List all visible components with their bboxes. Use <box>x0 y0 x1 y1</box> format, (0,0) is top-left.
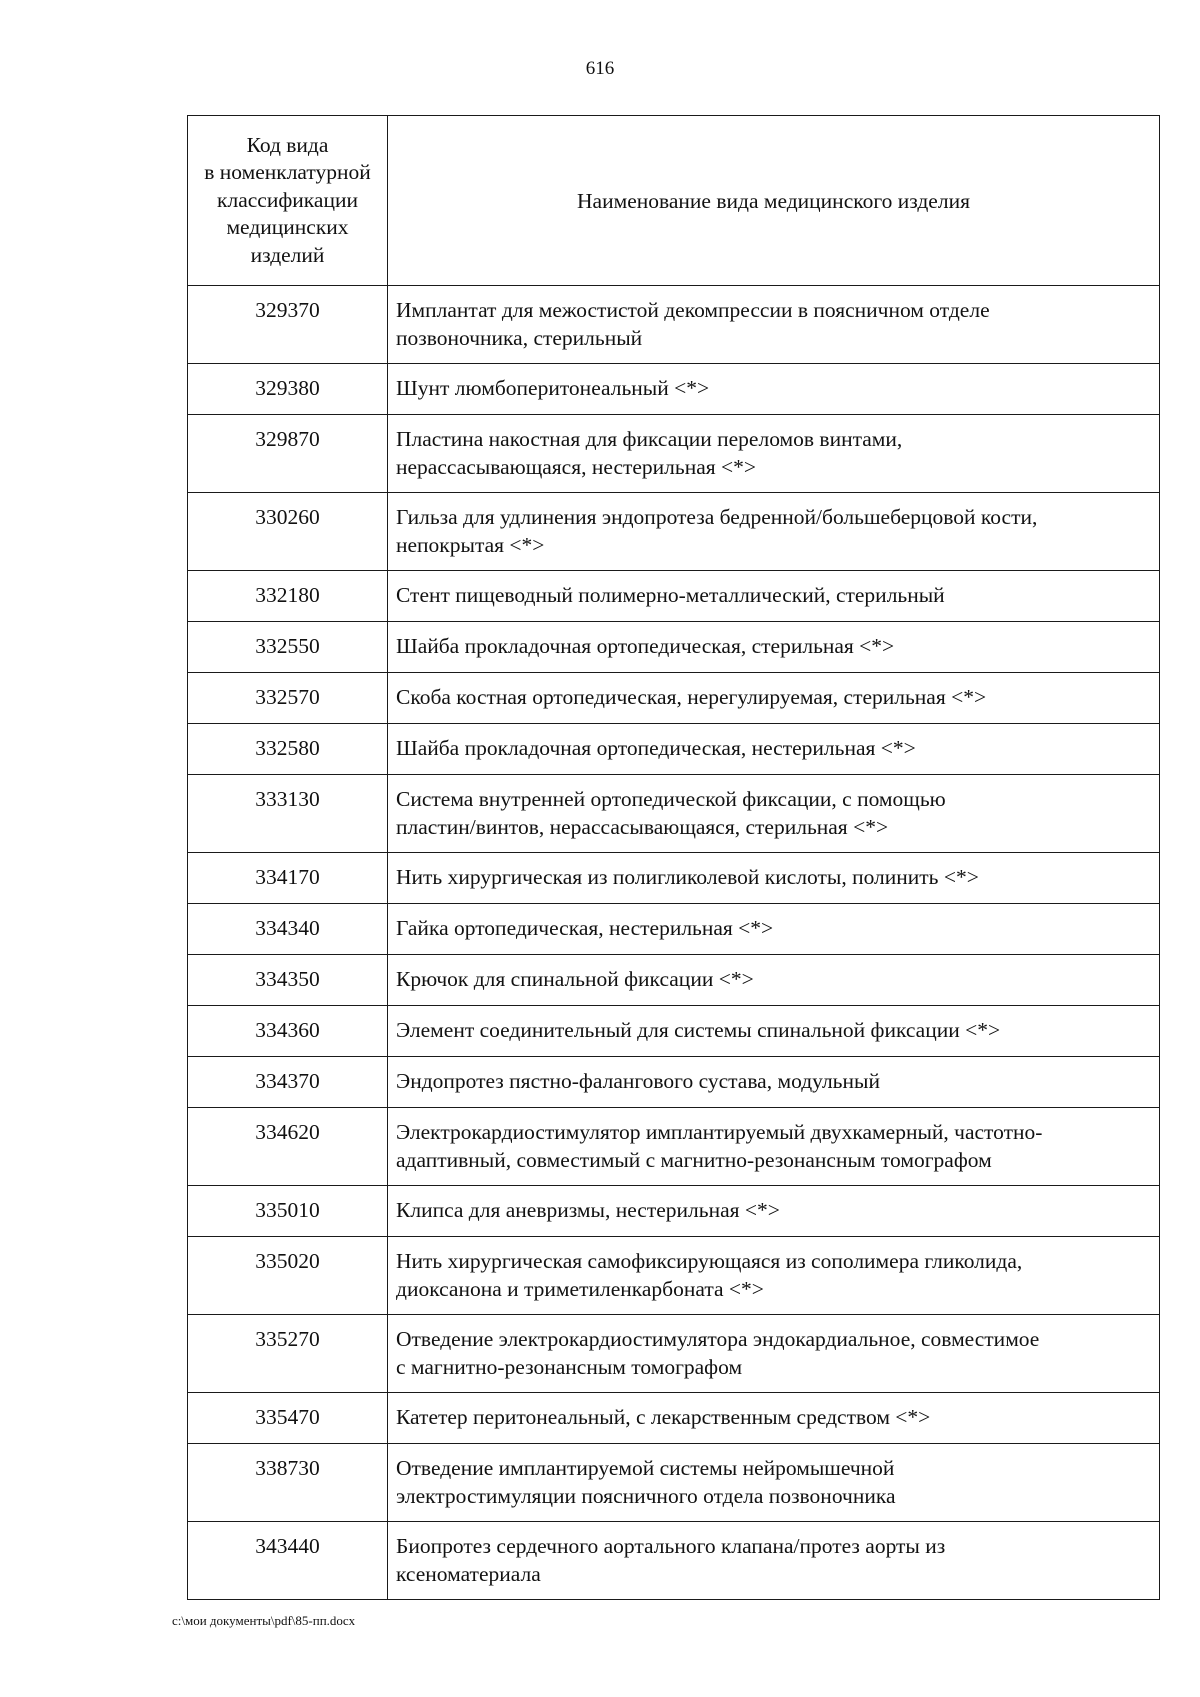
device-name-line: Нить хирургическая самофиксирующаяся из сополимера гликолида, <box>396 1249 1023 1273</box>
table-row <box>188 1522 1160 1600</box>
device-name-line: Эндопротез пястно-фалангового сустава, модульный <box>396 1069 880 1093</box>
device-name <box>388 673 1160 724</box>
device-name <box>388 493 1160 571</box>
table-row <box>188 853 1160 904</box>
table-row <box>188 1237 1160 1315</box>
table-row <box>188 775 1160 853</box>
table-row <box>188 571 1160 622</box>
device-name <box>388 622 1160 673</box>
device-code: 334340 <box>188 904 388 955</box>
table-header-row <box>188 116 1160 286</box>
device-code: 338730 <box>188 1444 388 1522</box>
device-code: 334620 <box>188 1108 388 1186</box>
device-name-line: Биопротез сердечного аортального клапана/протез аорты из <box>396 1534 946 1558</box>
device-code: 334170 <box>188 853 388 904</box>
device-name-line: Крючок для спинальной фиксации <*> <box>396 967 754 991</box>
table-row <box>188 622 1160 673</box>
device-table <box>187 115 1160 1600</box>
device-code: 335020 <box>188 1237 388 1315</box>
device-name-line: Отведение электрокардиостимулятора эндокардиальное, совместимое <box>396 1327 1040 1351</box>
device-name-line: Элемент соединительный для системы спинальной фиксации <*> <box>396 1018 1001 1042</box>
device-name-line: позвоночника, стерильный <box>396 326 643 350</box>
device-name-line: Имплантат для межостистой декомпрессии в поясничном отделе <box>396 298 990 322</box>
device-name <box>388 1315 1160 1393</box>
table-row <box>188 1393 1160 1444</box>
device-name <box>388 1006 1160 1057</box>
device-code: 330260 <box>188 493 388 571</box>
device-name-line: с магнитно-резонансным томографом <box>396 1355 743 1379</box>
device-name <box>388 1237 1160 1315</box>
device-name-line: Катетер перитонеальный, с лекарственным средством <*> <box>396 1405 931 1429</box>
table-row <box>188 1315 1160 1393</box>
device-name-line: непокрытая <*> <box>396 533 545 557</box>
device-name <box>388 415 1160 493</box>
header-code-line: в номенклатурной <box>204 160 371 185</box>
device-code: 335470 <box>188 1393 388 1444</box>
device-code: 332550 <box>188 622 388 673</box>
device-name-line: Скоба костная ортопедическая, нерегулируемая, стерильная <*> <box>396 685 987 709</box>
device-code: 335270 <box>188 1315 388 1393</box>
table-row <box>188 415 1160 493</box>
device-name-line: Стент пищеводный полимерно-металлический, стерильный <box>396 583 945 607</box>
table-row <box>188 1108 1160 1186</box>
device-code: 329870 <box>188 415 388 493</box>
page-number: 616 <box>585 58 615 79</box>
device-name <box>388 955 1160 1006</box>
device-name-line: Шунт люмбоперитонеальный <*> <box>396 376 710 400</box>
device-code: 343440 <box>188 1522 388 1600</box>
table-body <box>188 286 1160 1600</box>
table-row <box>188 1444 1160 1522</box>
table-row <box>188 673 1160 724</box>
device-name-line: Гильза для удлинения эндопротеза бедренной/большеберцовой кости, <box>396 505 1038 529</box>
device-name <box>388 286 1160 364</box>
device-name-line: электростимуляции поясничного отдела позвоночника <box>396 1484 896 1508</box>
device-code: 329380 <box>188 364 388 415</box>
header-name: Наименование вида медицинского изделия <box>388 116 1160 286</box>
device-name-line: Шайба прокладочная ортопедическая, нестерильная <*> <box>396 736 916 760</box>
device-name-line: ксеноматериала <box>396 1562 541 1586</box>
table-row <box>188 1186 1160 1237</box>
device-name-line: Отведение имплантируемой системы нейромышечной <box>396 1456 895 1480</box>
device-code: 333130 <box>188 775 388 853</box>
device-name <box>388 904 1160 955</box>
device-name <box>388 1522 1160 1600</box>
table-row <box>188 904 1160 955</box>
device-code: 334370 <box>188 1057 388 1108</box>
table-row <box>188 1006 1160 1057</box>
device-name-line: Клипса для аневризмы, нестерильная <*> <box>396 1198 780 1222</box>
header-code-line: медицинских <box>226 215 349 240</box>
device-name-line: Система внутренней ортопедической фиксации, с помощью <box>396 787 946 811</box>
device-name-line: Пластина накостная для фиксации переломов винтами, <box>396 427 903 451</box>
device-code: 329370 <box>188 286 388 364</box>
device-name-line: адаптивный, совместимый с магнитно-резонансным томографом <box>396 1148 992 1172</box>
device-name <box>388 364 1160 415</box>
device-name-line: Электрокардиостимулятор имплантируемый двухкамерный, частотно- <box>396 1120 1043 1144</box>
header-code-line: классификации <box>217 187 358 212</box>
table-row <box>188 286 1160 364</box>
device-name-line: Шайба прокладочная ортопедическая, стерильная <*> <box>396 634 895 658</box>
header-code-line: изделий <box>250 242 325 267</box>
table-row <box>188 1057 1160 1108</box>
device-name-line: пластин/винтов, нерассасывающаяся, стерильная <*> <box>396 815 889 839</box>
device-name <box>388 1444 1160 1522</box>
footer-file-path: c:\мои документы\pdf\85-пп.docx <box>172 1613 356 1628</box>
header-code <box>188 116 388 286</box>
device-name <box>388 1186 1160 1237</box>
table-row <box>188 724 1160 775</box>
device-name <box>388 775 1160 853</box>
device-name <box>388 1108 1160 1186</box>
device-code: 335010 <box>188 1186 388 1237</box>
device-name <box>388 1057 1160 1108</box>
device-code: 334350 <box>188 955 388 1006</box>
device-code: 332580 <box>188 724 388 775</box>
device-code: 332570 <box>188 673 388 724</box>
device-name-line: диоксанона и триметиленкарбоната <*> <box>396 1277 764 1301</box>
header-code-line: Код вида <box>246 132 329 157</box>
device-code: 332180 <box>188 571 388 622</box>
device-name-line: Нить хирургическая из полигликолевой кислоты, полинить <*> <box>396 865 979 889</box>
device-name <box>388 1393 1160 1444</box>
table-row <box>188 955 1160 1006</box>
device-name-line: нерассасывающаяся, нестерильная <*> <box>396 455 757 479</box>
device-name <box>388 853 1160 904</box>
table-row <box>188 364 1160 415</box>
device-code: 334360 <box>188 1006 388 1057</box>
table-row <box>188 493 1160 571</box>
device-name <box>388 724 1160 775</box>
device-name <box>388 571 1160 622</box>
device-name-line: Гайка ортопедическая, нестерильная <*> <box>396 916 774 940</box>
